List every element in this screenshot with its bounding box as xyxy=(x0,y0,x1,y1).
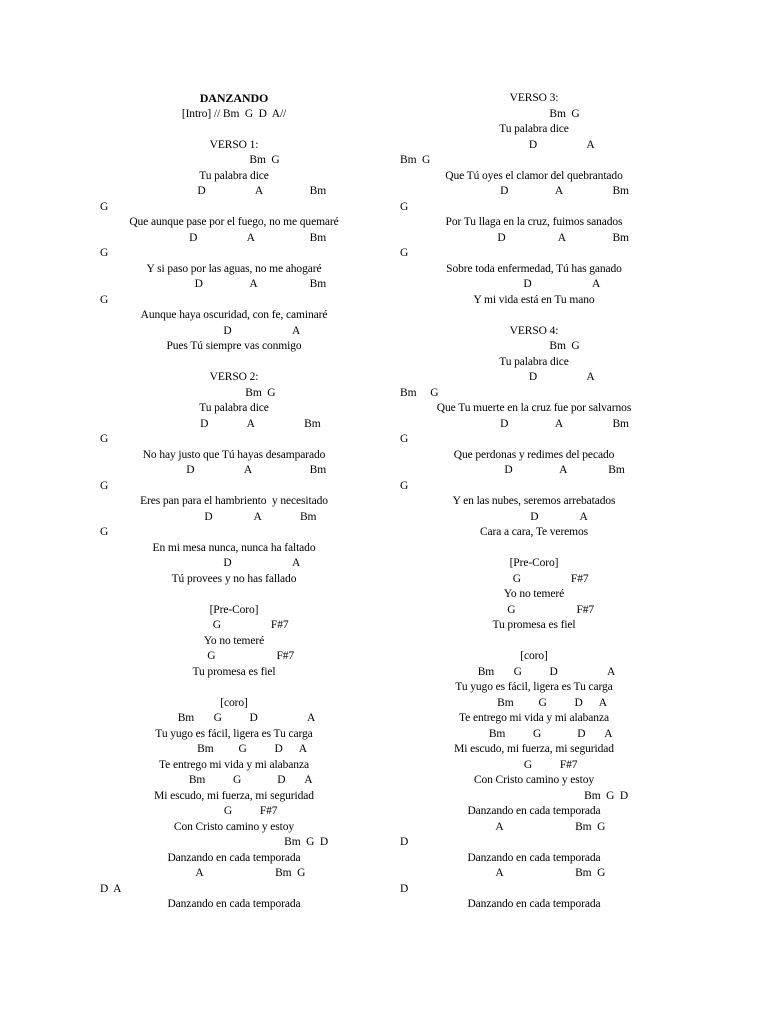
lyric-line: [Pre-Coro] xyxy=(209,603,259,616)
lyric-line: En mi mesa nunca, nunca ha faltado xyxy=(152,541,316,554)
lyric-line: Bm G xyxy=(488,340,580,352)
lyric-line: No hay justo que Tú hayas desamparado xyxy=(142,448,326,461)
lyric-line: D A Bm xyxy=(151,510,317,523)
lyric-line: Y mi vida está en Tu mano xyxy=(473,293,595,306)
lyric-line: Bm G D A xyxy=(155,774,313,786)
lyric-line: Y si paso por las aguas, no me ahogaré xyxy=(146,262,322,275)
lyric-line: Danzando en cada temporada xyxy=(467,805,601,817)
lyric-line: Bm G D xyxy=(139,836,329,848)
lyric-line xyxy=(400,308,668,324)
lyric-line: D A Bm xyxy=(141,464,327,476)
lyric-line: D A Bm xyxy=(439,231,629,244)
lyric-line: D A Bm xyxy=(141,231,327,244)
lyric-line: Te entrego mi vida y mi alabanza xyxy=(459,712,609,724)
lyric-line: Pues Tú siempre vas conmigo xyxy=(166,340,302,352)
lyric-line: D A xyxy=(473,138,595,151)
lyric-line: D A Bm xyxy=(443,464,625,476)
lyric-line xyxy=(100,122,368,138)
lyric-line xyxy=(100,680,368,696)
lyric-line: G xyxy=(100,479,109,492)
lyric-line: Que Tu muerte en la cruz fue por salvarnos xyxy=(436,402,632,414)
lyric-line: D A Bm xyxy=(147,417,321,430)
lyric-line: VERSO 2: xyxy=(209,371,259,383)
lyric-line: D A Bm xyxy=(439,417,629,430)
lyric-line: Aunque haya oscuridad, con fe, caminaré xyxy=(140,309,328,321)
lyric-line: D A xyxy=(473,371,595,383)
lyric-line: G F#7 xyxy=(490,758,578,771)
lyric-line: Bm G xyxy=(188,154,280,166)
lyric-line: G xyxy=(400,433,409,445)
lyric-line: Bm G D A xyxy=(161,743,307,755)
lyric-line: Con Cristo camino y estoy xyxy=(173,820,295,833)
lyric-line: Tu palabra dice xyxy=(499,123,569,135)
lyric-line xyxy=(400,541,668,557)
lyric-line: VERSO 1: xyxy=(209,138,259,151)
lyric-line: Yo no temeré xyxy=(203,634,265,647)
lyric-line: G xyxy=(400,200,409,213)
lyric-line: D A xyxy=(467,278,601,290)
lyric-line: Mi escudo, mi fuerza, mi seguridad xyxy=(154,789,314,802)
lyric-line: Danzando en cada temporada xyxy=(467,898,601,910)
lyric-line: Bm G D A xyxy=(461,696,607,709)
lyric-line: [coro] xyxy=(520,650,548,662)
lyric-line: Danzando en cada temporada xyxy=(167,898,301,910)
lyric-line: Con Cristo camino y estoy xyxy=(473,774,595,786)
lyric-line: G F#7 xyxy=(473,603,595,616)
lyric-line: A Bm G xyxy=(462,820,606,833)
lyric-line: Danzando en cada temporada xyxy=(167,851,301,864)
lyric-line: D A xyxy=(167,557,301,569)
lyric-line: G xyxy=(400,247,409,259)
song-title: DANZANDO xyxy=(199,91,269,105)
lyric-line: [Intro] // Bm G D A// xyxy=(181,107,287,120)
lyric-line: Y en las nubes, seremos arrebatados xyxy=(452,495,616,507)
lyric-line: G xyxy=(100,247,109,259)
lyric-line: Bm G xyxy=(400,154,431,166)
lyric-line: D A xyxy=(167,324,301,337)
lyric-line: Bm G D A xyxy=(455,727,613,740)
lyric-line: Que perdonas y redimes del pecado xyxy=(453,448,615,461)
lyric-line: A Bm G xyxy=(462,867,606,879)
lyric-line: D xyxy=(400,882,409,895)
lyric-line: Bm G xyxy=(192,386,276,399)
lyric-line xyxy=(100,587,368,603)
lyric-line: G F#7 xyxy=(479,572,589,585)
lyric-line xyxy=(400,634,668,650)
lyric-line: Tu palabra dice xyxy=(199,169,269,182)
lyric-line: D A Bm xyxy=(141,278,327,290)
lyric-line: Bm G xyxy=(400,386,439,399)
lyric-line: Sobre toda enfermedad, Tú has ganado xyxy=(446,262,622,275)
lyric-line: Tu yugo es fácil, ligera es Tu carga xyxy=(155,727,313,740)
right-column xyxy=(400,91,668,913)
lyric-line: Yo no temeré xyxy=(503,588,565,600)
lyric-line xyxy=(100,355,368,371)
lyric-line: Eres pan para el hambriento y necesitado xyxy=(140,495,328,507)
lyric-line: Que Tú oyes el clamor del quebrantado xyxy=(445,169,623,182)
lyric-line: Tu yugo es fácil, ligera es Tu carga xyxy=(455,681,613,693)
lyric-line: Bm G D A xyxy=(152,712,316,724)
lyric-line: D A xyxy=(480,510,588,523)
lyric-line: G F#7 xyxy=(179,619,289,631)
lyric-line: Tu palabra dice xyxy=(499,355,569,368)
lyric-line: [coro] xyxy=(220,696,248,709)
lyric-line: Bm G xyxy=(488,107,580,120)
lyric-line: G xyxy=(100,526,109,538)
lyric-line: Tu promesa es fiel xyxy=(192,665,276,678)
lyric-line: VERSO 4: xyxy=(509,324,559,337)
lyric-line: Bm G D xyxy=(439,789,629,802)
lyric-line: Danzando en cada temporada xyxy=(467,851,601,864)
lyric-line: Tu palabra dice xyxy=(199,402,269,414)
lyric-line: D A Bm xyxy=(439,185,629,197)
lyric-line: Que aunque pase por el fuego, no me quemaré xyxy=(129,216,339,228)
lyric-line: VERSO 3: xyxy=(509,92,559,104)
lyric-line: G F#7 xyxy=(173,650,295,662)
lyric-line: Te entrego mi vida y mi alabanza xyxy=(159,758,309,771)
lyric-line: [Pre-Coro] xyxy=(509,557,559,569)
lyric-line: Mi escudo, mi fuerza, mi seguridad xyxy=(454,743,614,755)
lyric-line: G xyxy=(100,433,109,445)
lyric-line: Tú provees y no has fallado xyxy=(171,572,297,585)
lyric-line: D xyxy=(400,836,409,848)
lyric-line: Bm G D A xyxy=(452,665,616,678)
lyric-line: Tu promesa es fiel xyxy=(492,619,576,631)
lyric-line: G xyxy=(100,293,109,306)
left-column xyxy=(100,91,368,913)
lyric-line: D A xyxy=(100,882,122,895)
lyric-line: G xyxy=(100,200,109,213)
lyric-line: G xyxy=(400,479,409,492)
lyric-line: D A Bm xyxy=(141,185,327,197)
lyric-line: Cara a cara, Te veremos xyxy=(479,526,589,538)
lyric-line: A Bm G xyxy=(162,867,306,879)
lyric-line: G F#7 xyxy=(190,805,278,817)
lyric-line: Por Tu llaga en la cruz, fuimos sanados xyxy=(445,216,623,228)
